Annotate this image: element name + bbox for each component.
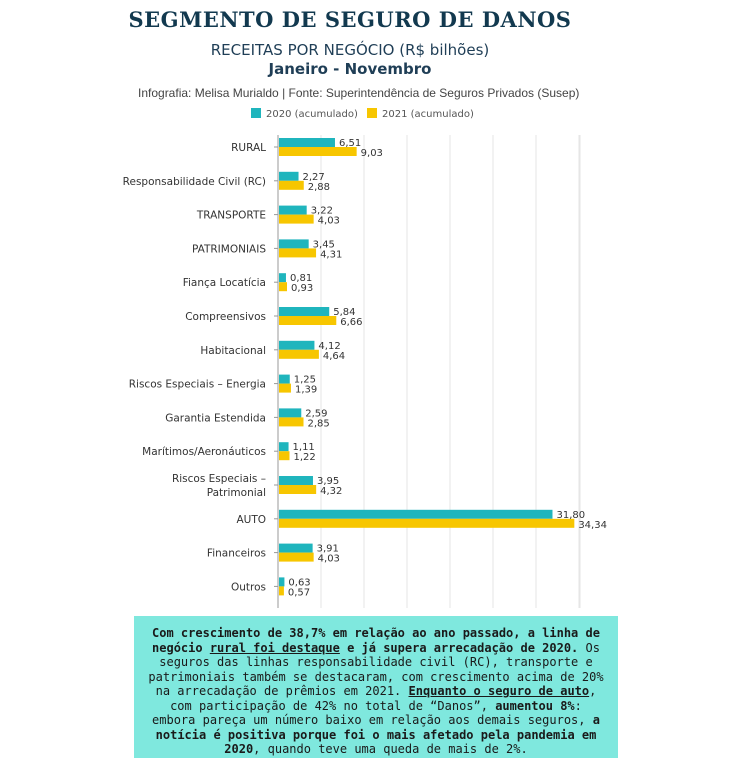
value-label-2020: 1,11 xyxy=(292,442,315,454)
value-label-2020: 1,25 xyxy=(293,374,317,386)
value-label-2020: 3,91 xyxy=(316,543,339,555)
value-label-2021: 4,31 xyxy=(320,249,343,261)
value-label-2020: 2,27 xyxy=(302,171,325,183)
category-label: Outros xyxy=(230,581,266,594)
value-label-2021: 9,03 xyxy=(360,148,383,159)
bar-2021 xyxy=(279,417,304,426)
legend-label-2021: 2021 (acumulado) xyxy=(382,109,474,120)
legend-label-2020: 2020 (acumulado) xyxy=(266,109,358,120)
info-box xyxy=(134,616,618,758)
category-label: AUTO xyxy=(236,513,266,526)
value-label-2020: 3,45 xyxy=(312,239,335,251)
value-label-2021: 0,93 xyxy=(290,283,314,295)
category-label: Garantia Estendida xyxy=(165,412,266,425)
bar-2020 xyxy=(279,138,335,147)
category-label: Riscos Especiais – xyxy=(171,473,266,485)
category-label: Financeiros xyxy=(206,547,266,560)
note-p10: , quando teve uma queda de mais de 2%. xyxy=(253,742,528,756)
category-label: Habitacional xyxy=(200,344,266,357)
value-label-2020: 0,81 xyxy=(289,273,313,285)
value-label-2021: 1,22 xyxy=(293,452,316,464)
value-label-2020: 31,80 xyxy=(556,509,586,521)
value-label-2021: 2,85 xyxy=(307,418,330,430)
bar-2021 xyxy=(279,282,287,291)
bar-2020 xyxy=(279,239,309,248)
bar-2021 xyxy=(279,451,289,460)
value-label-2020: 3,95 xyxy=(316,476,340,487)
category-label: TRANSPORTE xyxy=(196,209,266,222)
note-p2: rural foi destaque xyxy=(209,640,340,655)
bar-2021 xyxy=(279,248,316,257)
bar-2021 xyxy=(279,350,319,359)
value-label-2021: 2,88 xyxy=(307,181,331,193)
value-label-2020: 0,63 xyxy=(288,577,311,589)
bar-2020 xyxy=(279,273,286,282)
bar-2021 xyxy=(279,316,336,325)
bar-2021 xyxy=(279,586,284,595)
bar-2020 xyxy=(279,172,299,181)
value-label-2021: 4,32 xyxy=(320,486,343,497)
bar-2020 xyxy=(279,341,314,350)
value-label-2020: 6,51 xyxy=(338,138,362,149)
category-label: PATRIMONIAIS xyxy=(191,243,266,256)
bar-2021 xyxy=(279,553,314,562)
category-label: Fiança Locatícia xyxy=(182,277,266,290)
note-p3: e já supera arrecadação de 2020. xyxy=(339,640,579,655)
value-label-2021: 1,39 xyxy=(294,384,318,396)
credit-line: Infografia: Melisa Murialdo | Fonte: Superintendência de Seguros Privados (Susep) xyxy=(138,86,580,100)
value-label-2021: 0,57 xyxy=(287,587,311,599)
bar-2021 xyxy=(279,384,291,393)
value-label-2020: 5,84 xyxy=(333,307,356,318)
bar-2020 xyxy=(279,307,329,316)
note-p5: Enquanto o seguro de auto xyxy=(408,684,590,698)
category-label: Responsabilidade Civil (RC) xyxy=(122,175,266,188)
note-p6: , com participação de 42% no total de “Danos”, xyxy=(170,684,597,713)
category-label: RURAL xyxy=(231,142,266,154)
value-label-2020: 3,22 xyxy=(310,205,333,217)
category-label: Patrimonial xyxy=(206,487,266,499)
note-p4: Os seguros das linhas responsabilidade civil (RC), transporte e patrimoniais também se destacaram, com crescimento acima de 20% na arrecadação de prêmios em 2021. xyxy=(148,640,604,698)
page-title: SEGMENTO DE SEGURO DE DANOS xyxy=(128,7,572,32)
bar-2020 xyxy=(279,544,313,553)
bar-2021 xyxy=(279,181,304,190)
category-label: Compreensivos xyxy=(185,311,266,323)
chart-period: Janeiro - Novembro xyxy=(268,60,432,78)
bar-2020 xyxy=(279,408,301,417)
chart-subtitle: RECEITAS POR NEGÓCIO (R$ bilhões) xyxy=(210,41,490,59)
bar-2021 xyxy=(279,519,574,528)
note-p9: a notícia é positiva porque foi o mais afetado pela pandemia em 2020 xyxy=(155,713,600,756)
bar-2020 xyxy=(279,206,307,215)
value-label-2020: 4,12 xyxy=(318,340,341,352)
category-label: Riscos Especiais – Energia xyxy=(128,378,266,391)
note-p8: : embora pareça um número baixo em relação aos demais seguros, xyxy=(152,698,593,727)
value-label-2021: 6,66 xyxy=(340,317,363,328)
bar-2020 xyxy=(279,476,313,485)
note-p7: aumentou 8% xyxy=(495,698,575,713)
bar-2020 xyxy=(279,442,289,451)
bar-2021 xyxy=(279,485,316,494)
value-label-2021: 4,03 xyxy=(317,215,340,227)
bar-2021 xyxy=(279,215,314,224)
note-p1: Com crescimento de 38,7% em relação ao ano passado, a linha de negócio xyxy=(152,626,600,655)
bar-2020 xyxy=(279,510,552,519)
value-label-2021: 34,34 xyxy=(578,519,607,531)
category-label: Marítimos/Aeronáuticos xyxy=(142,446,266,459)
value-label-2021: 4,64 xyxy=(322,350,346,362)
value-label-2020: 2,59 xyxy=(305,408,328,420)
bar-2020 xyxy=(279,577,284,586)
value-label-2021: 4,03 xyxy=(317,553,340,565)
bar-2020 xyxy=(279,375,290,384)
